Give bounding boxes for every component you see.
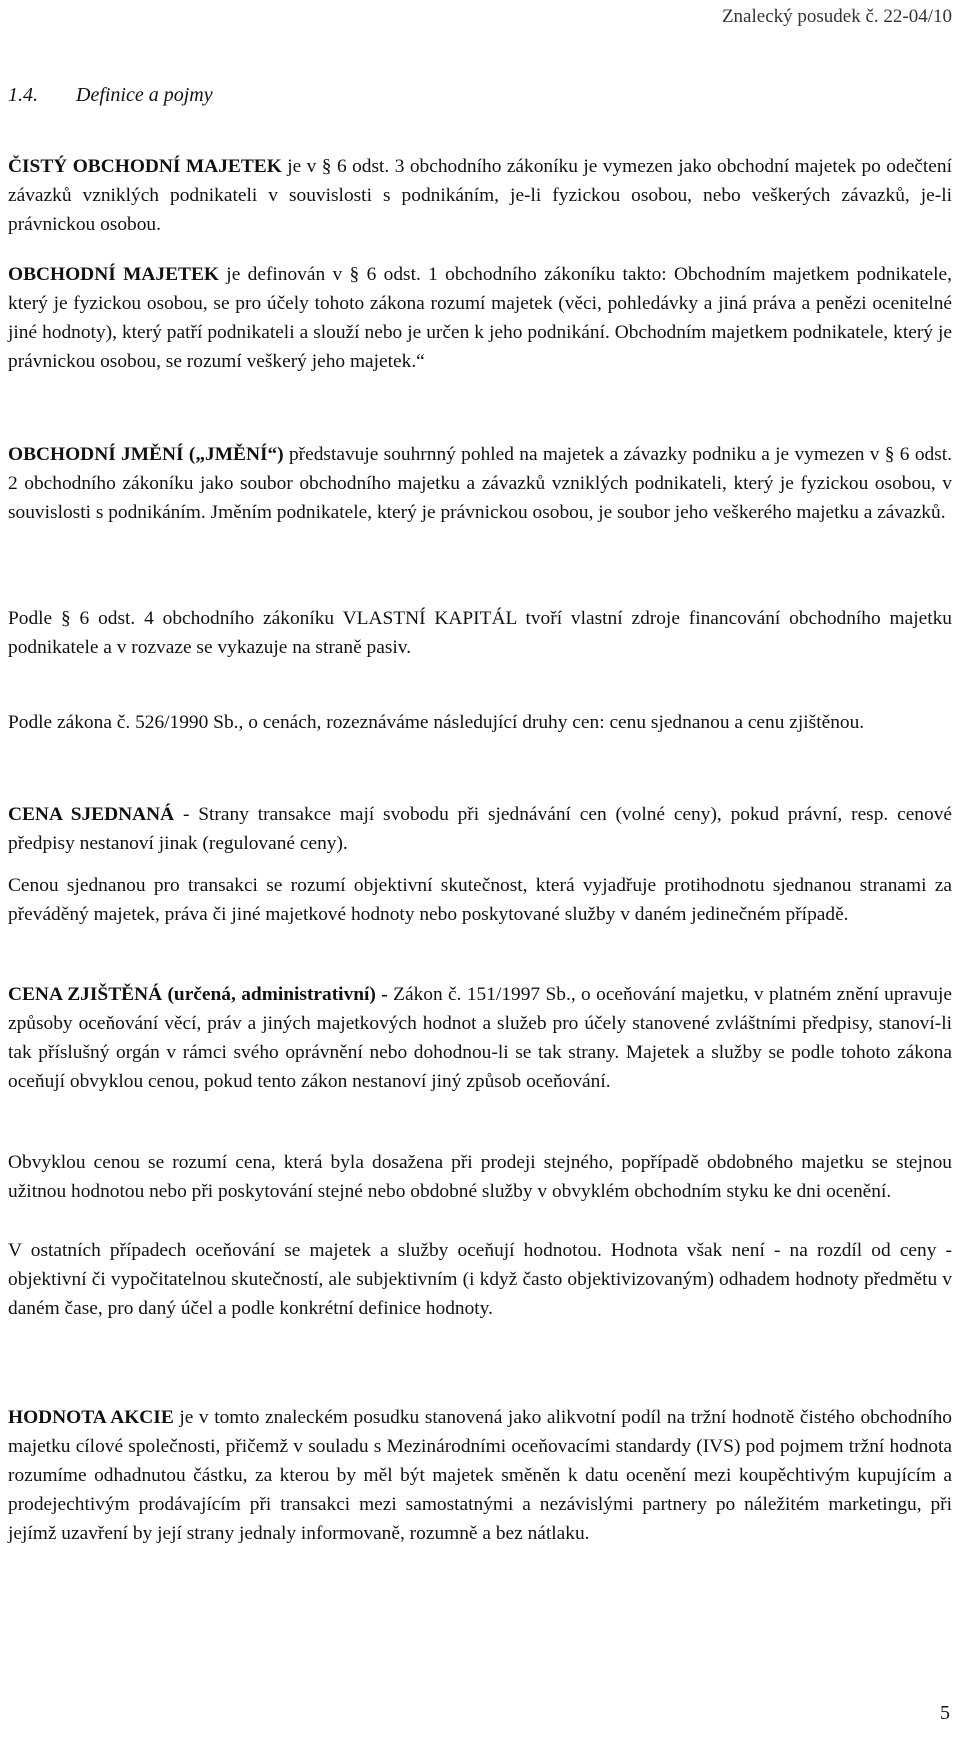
- paragraph-text: Cenou sjednanou pro transakci se rozumí objektivní skutečnost, která vyjadřuje protihodnotu sjednanou stranami za převáděný majetek, práva či jiné majetkové hodnoty nebo poskytované služby v daném jedinečném případě.: [8, 875, 952, 925]
- section-title: Definice a pojmy: [76, 84, 213, 106]
- paragraph-text: - Strany transakce mají svobodu při sjednávání cen (volné ceny), pokud právní, resp. cenové předpisy nestanoví jinak (regulované ceny).: [8, 804, 952, 854]
- paragraph-cena-zjistena: [8, 980, 952, 1096]
- term: ČISTÝ OBCHODNÍ MAJETEK: [8, 156, 282, 177]
- page-number: 5: [940, 1702, 950, 1724]
- paragraph-cisty-obchodni-majetek: [8, 152, 952, 239]
- paragraph-text: Zákon č. 151/1997 Sb., o oceňování majetku, v platném znění upravuje způsoby oceňování věcí, práv a jiných majetkových hodnot a služeb pro účely stanovené zvláštními předpisy, stanoví-li tak příslušný orgán v rámci svého oprávnění nebo dohodnou-li se tak strany. Majetek a služby se podle tohoto zákona oceňují obvyklou cenou, pokud tento zákon nestanoví jiný způsob oceňování.: [8, 984, 952, 1092]
- paragraph-text: Podle zákona č. 526/1990 Sb., o cenách, rozeznáváme následující druhy cen: cenu sjednanou a cenu zjištěnou.: [8, 712, 865, 733]
- paragraph-obvykla-cena: [8, 1148, 952, 1206]
- section-heading: [8, 84, 213, 107]
- paragraph-text: je v tomto znaleckém posudku stanovená jako alikvotní podíl na tržní hodnotě čistého obchodního majetku cílové společnosti, přičemž v souladu s Mezinárodními oceňovacími standardy (IVS) pod pojmem tržní hodnota rozumíme odhadnutou částku, za kterou by měl být majetek směněn k datu ocenění mezi koupěchtivým kupujícím a prodejechtivým prodávajícím při transakci mezi samostatnými a nezávislými partnery po náležitém marketingu, při jejímž uzavření by její strany jednaly informovaně, rozumně a bez nátlaku.: [8, 1407, 952, 1544]
- section-number: 1.4.: [8, 84, 38, 106]
- paragraph-hodnota: [8, 1236, 952, 1323]
- paragraph-text: představuje souhrnný pohled na majetek a závazky podniku a je vymezen v § 6 odst. 2 obchodního zákoníku jako soubor obchodního majetku a závazků vzniklých podnikateli, který je fyzickou osobou, v souvislosti s podnikáním. Jměním podnikatele, který je právnickou osobou, je soubor jeho veškerého majetku a závazků.: [8, 444, 952, 523]
- paragraph-text: Podle § 6 odst. 4 obchodního zákoníku VLASTNÍ KAPITÁL tvoří vlastní zdroje financování obchodního majetku podnikatele a v rozvaze se vykazuje na straně pasiv.: [8, 608, 952, 658]
- paragraph-cena-sjednana-definice: [8, 871, 952, 929]
- paragraph-text: Obvyklou cenou se rozumí cena, která byla dosažena při prodeji stejného, popřípadě obdobného majetku se stejnou užitnou hodnotou nebo při poskytování stejné nebo obdobné služby v obvyklém obchodním styku ke dni ocenění.: [8, 1152, 952, 1202]
- paragraph-obchodni-jmeni: [8, 440, 952, 527]
- paragraph-cena-sjednana: [8, 800, 952, 858]
- document-header: Znalecký posudek č. 22-04/10: [721, 6, 952, 27]
- paragraph-druhy-cen: [8, 708, 952, 737]
- paragraph-text: je definován v § 6 odst. 1 obchodního zákoníku takto: Obchodním majetkem podnikatele, který je fyzickou osobou, se pro účely tohoto zákona rozumí majetek (věci, pohledávky a jiná práva a penězi ocenitelné jiné hodnoty), který patří podnikateli a slouží nebo je určen k jeho podnikání. Obchodním majetkem podnikatele, který je právnickou osobou, se rozumí veškerý jeho majetek.“: [8, 264, 952, 372]
- paragraph-hodnota-akcie: [8, 1403, 952, 1548]
- term: CENA SJEDNANÁ: [8, 804, 175, 825]
- paragraph-vlastni-kapital: [8, 604, 952, 662]
- paragraph-text: V ostatních případech oceňování se majetek a služby oceňují hodnotou. Hodnota však není - na rozdíl od ceny - objektivní či vypočitatelnou skutečností, ale subjektivním (i když často objektivizovaným) odhadem hodnoty předmětu v daném čase, pro daný účel a podle konkrétní definice hodnoty.: [8, 1240, 952, 1319]
- term: OBCHODNÍ MAJETEK: [8, 264, 219, 285]
- paragraph-obchodni-majetek: [8, 260, 952, 376]
- term: CENA ZJIŠTĚNÁ (určená, administrativní) -: [8, 984, 388, 1005]
- term: OBCHODNÍ JMĚNÍ („JMĚNÍ“): [8, 444, 284, 465]
- paragraph-text: je v § 6 odst. 3 obchodního zákoníku je vymezen jako obchodní majetek po odečtení závazků vzniklých podnikateli v souvislosti s podnikáním, je-li fyzickou osobou, nebo veškerých závazků, je-li právnickou osobou.: [8, 156, 952, 235]
- term: HODNOTA AKCIE: [8, 1407, 174, 1428]
